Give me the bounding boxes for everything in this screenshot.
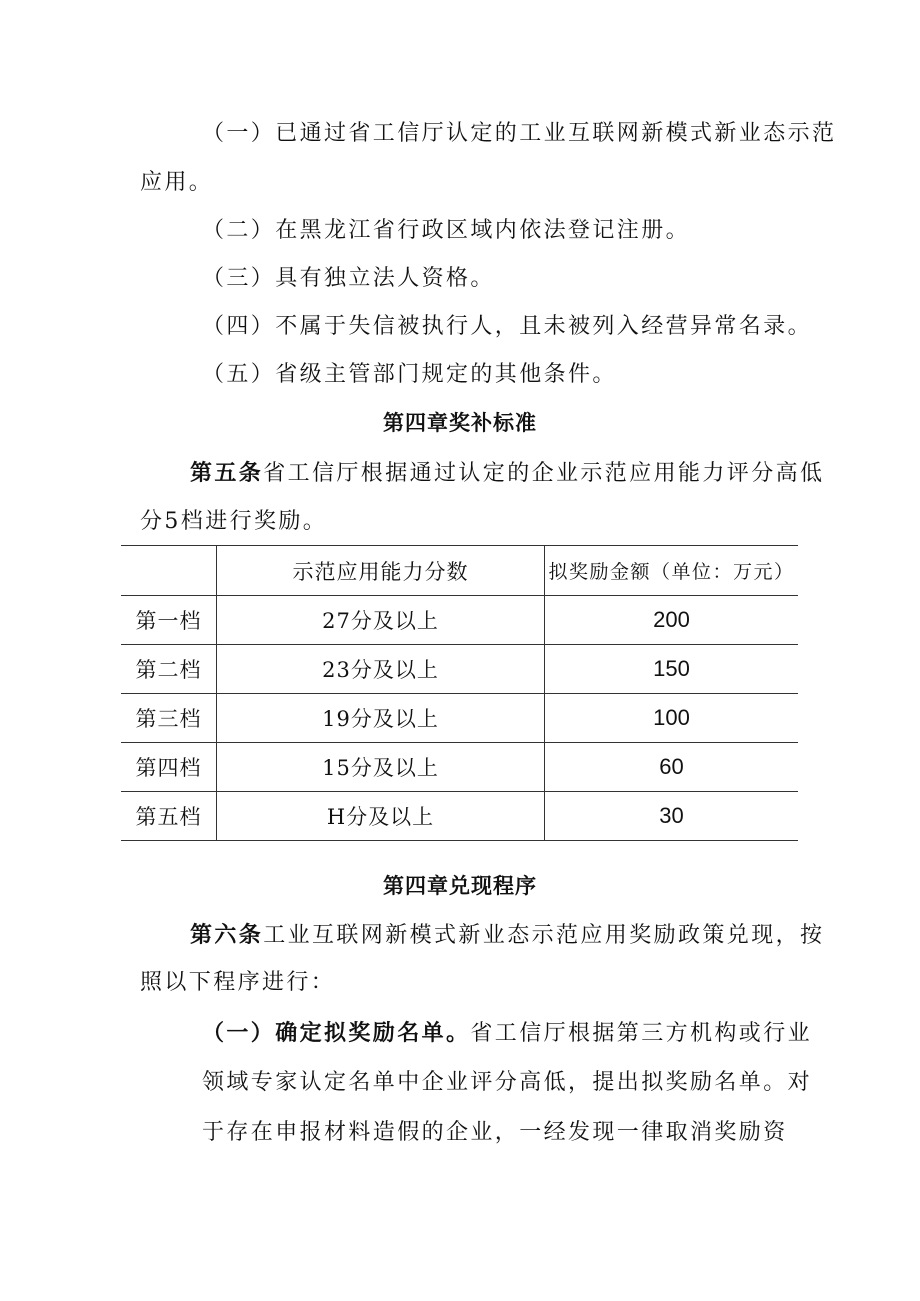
step-1-text: 省工信厅根据第三方机构或行业 bbox=[470, 1021, 813, 1046]
table-row bbox=[121, 792, 798, 841]
amount-cell: 200 bbox=[545, 596, 799, 645]
condition-2: （二）在黑龙江省行政区域内依法登记注册。 bbox=[202, 218, 691, 243]
amount-cell: 60 bbox=[545, 743, 799, 792]
chapter-heading-procedure: 第四章兑现程序 bbox=[383, 873, 537, 898]
score-cell: 23分及以上 bbox=[217, 645, 545, 694]
article-6-line-1 bbox=[190, 920, 824, 951]
header-amount: 拟奖励金额（单位：万元） bbox=[545, 546, 799, 596]
step-1-line-3: 于存在申报材料造假的企业，一经发现一律取消奖励资 bbox=[202, 1120, 788, 1145]
article-6-label: 第六条 bbox=[190, 922, 264, 948]
step-1-label: （一）确定拟奖励名单。 bbox=[202, 1020, 471, 1046]
header-score: 示范应用能力分数 bbox=[217, 546, 545, 596]
condition-3: （三）具有独立法人资格。 bbox=[202, 266, 495, 291]
tier-cell: 第五档 bbox=[121, 792, 217, 841]
score-cell: H分及以上 bbox=[217, 792, 545, 841]
article-5-line-1 bbox=[190, 458, 824, 489]
award-table bbox=[121, 545, 798, 841]
score-cell: 27分及以上 bbox=[217, 596, 545, 645]
condition-1-line-2: 应用。 bbox=[140, 170, 214, 195]
condition-4: （四）不属于失信被执行人，且未被列入经营异常名录。 bbox=[202, 314, 813, 339]
score-cell: 19分及以上 bbox=[217, 694, 545, 743]
tier-cell: 第四档 bbox=[121, 743, 217, 792]
article-5-label: 第五条 bbox=[190, 460, 264, 486]
score-cell: 15分及以上 bbox=[217, 743, 545, 792]
chapter-heading-award-standard: 第四章奖补标准 bbox=[383, 410, 537, 435]
article-6-text: 工业互联网新模式新业态示范应用奖励政策兑现，按 bbox=[263, 923, 825, 948]
table-row bbox=[121, 645, 798, 694]
amount-cell: 30 bbox=[545, 792, 799, 841]
condition-1-line-1: （一）已通过省工信厅认定的工业互联网新模式新业态示范 bbox=[202, 121, 837, 146]
article-5-line-2: 分5档进行奖励。 bbox=[140, 509, 328, 534]
table-row bbox=[121, 743, 798, 792]
table-header-row bbox=[121, 546, 798, 596]
step-1-line-2: 领域专家认定名单中企业评分高低，提出拟奖励名单。对 bbox=[202, 1070, 813, 1095]
amount-cell: 150 bbox=[545, 645, 799, 694]
tier-cell: 第二档 bbox=[121, 645, 217, 694]
table-row bbox=[121, 596, 798, 645]
article-5-text: 省工信厅根据通过认定的企业示范应用能力评分高低 bbox=[263, 461, 825, 486]
article-6-line-2: 照以下程序进行： bbox=[140, 970, 336, 995]
step-1-line-1 bbox=[202, 1018, 812, 1049]
table-row bbox=[121, 694, 798, 743]
amount-cell: 100 bbox=[545, 694, 799, 743]
condition-5: （五）省级主管部门规定的其他条件。 bbox=[202, 362, 617, 387]
tier-cell: 第一档 bbox=[121, 596, 217, 645]
header-tier bbox=[121, 546, 217, 596]
tier-cell: 第三档 bbox=[121, 694, 217, 743]
